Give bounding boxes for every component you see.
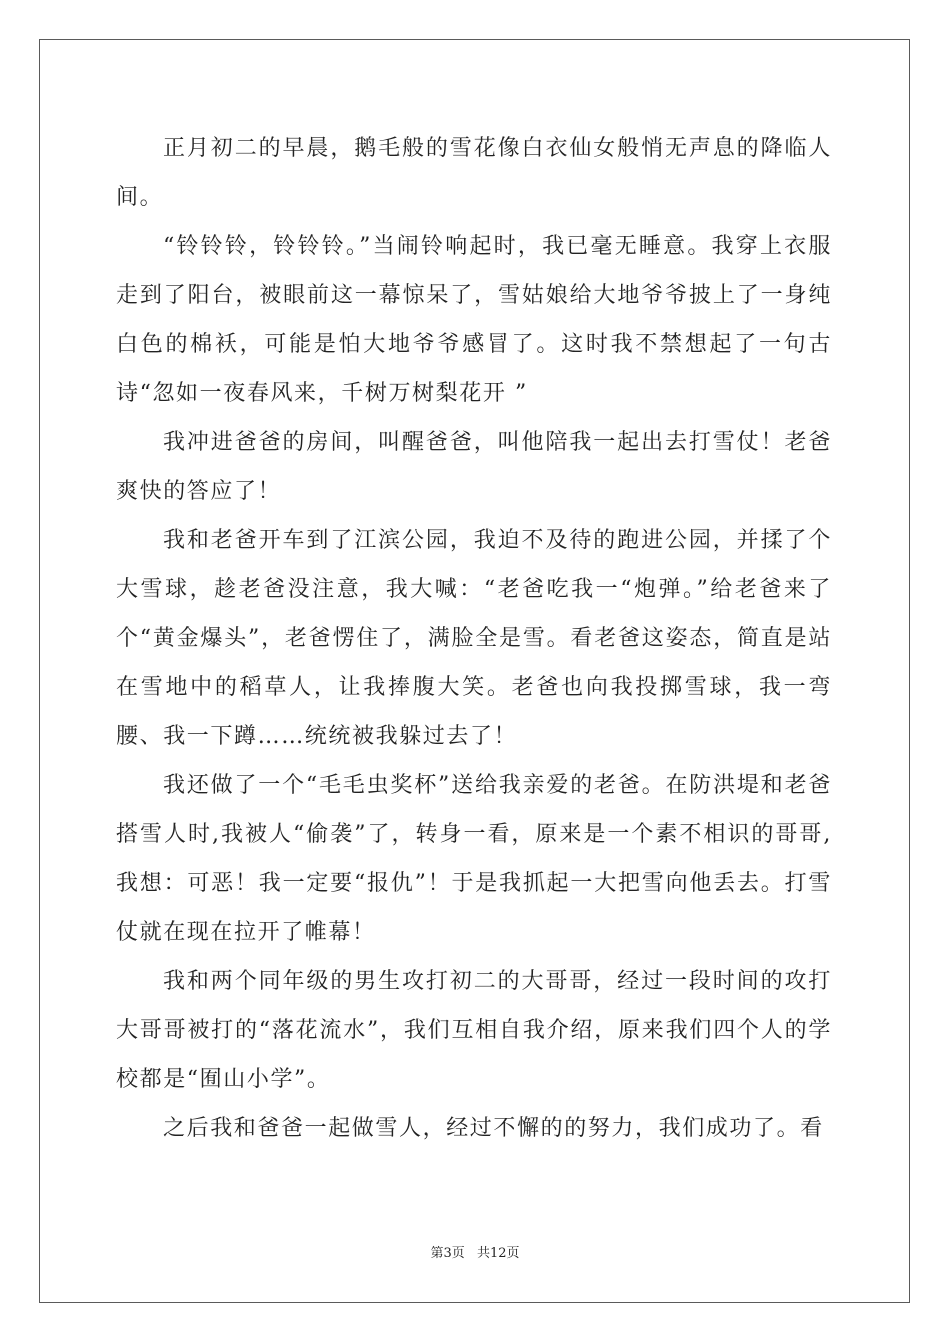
- paragraph: 我和老爸开车到了江滨公园，我迫不及待的跑进公园，并揉了个大雪球，趁老爸没注意，我大喊：“老爸吃我一“炮弹。”给老爸来了个“黄金爆头”，老爸愣住了，满脸全是雪。看老爸这姿态，简直是站在雪地中的稻草人，让我捧腹大笑。老爸也向我投掷雪球，我一弯腰、我一下蹲……统统被我躲过去了！: [116, 528, 832, 749]
- paragraph: 正月初二的早晨，鹅毛般的雪花像白衣仙女般悄无声息的降临人间。: [116, 136, 832, 210]
- paragraph: 我还做了一个“毛毛虫奖杯”送给我亲爱的老爸。在防洪堤和老爸搭雪人时,我被人“偷袭”了，转身一看，原来是一个素不相识的哥哥,我想：可恶！我一定要“报仇”！于是我抓起一大把雪向他丢去。打雪仗就在现在拉开了帷幕！: [116, 773, 832, 945]
- paragraph: “铃铃铃，铃铃铃。”当闹铃响起时，我已毫无睡意。我穿上衣服走到了阳台，被眼前这一幕惊呆了，雪姑娘给大地爷爷披上了一身纯白色的棉袄，可能是怕大地爷爷感冒了。这时我不禁想起了一句古诗“忽如一夜春风来，千树万树梨花开 ”: [116, 234, 832, 406]
- document-body: [116, 124, 832, 1153]
- page-total: 共12页: [476, 1246, 520, 1261]
- page-footer: [0, 1244, 950, 1264]
- paragraph: 我冲进爸爸的房间，叫醒爸爸，叫他陪我一起出去打雪仗！老爸爽快的答应了！: [116, 430, 832, 504]
- paragraph: 我和两个同年级的男生攻打初二的大哥哥，经过一段时间的攻打大哥哥被打的“落花流水”，我们互相自我介绍，原来我们四个人的学校都是“囿山小学”。: [116, 969, 832, 1092]
- paragraph: 之后我和爸爸一起做雪人，经过不懈的的努力，我们成功了。看: [163, 1116, 824, 1141]
- page-number: 第3页: [430, 1246, 465, 1261]
